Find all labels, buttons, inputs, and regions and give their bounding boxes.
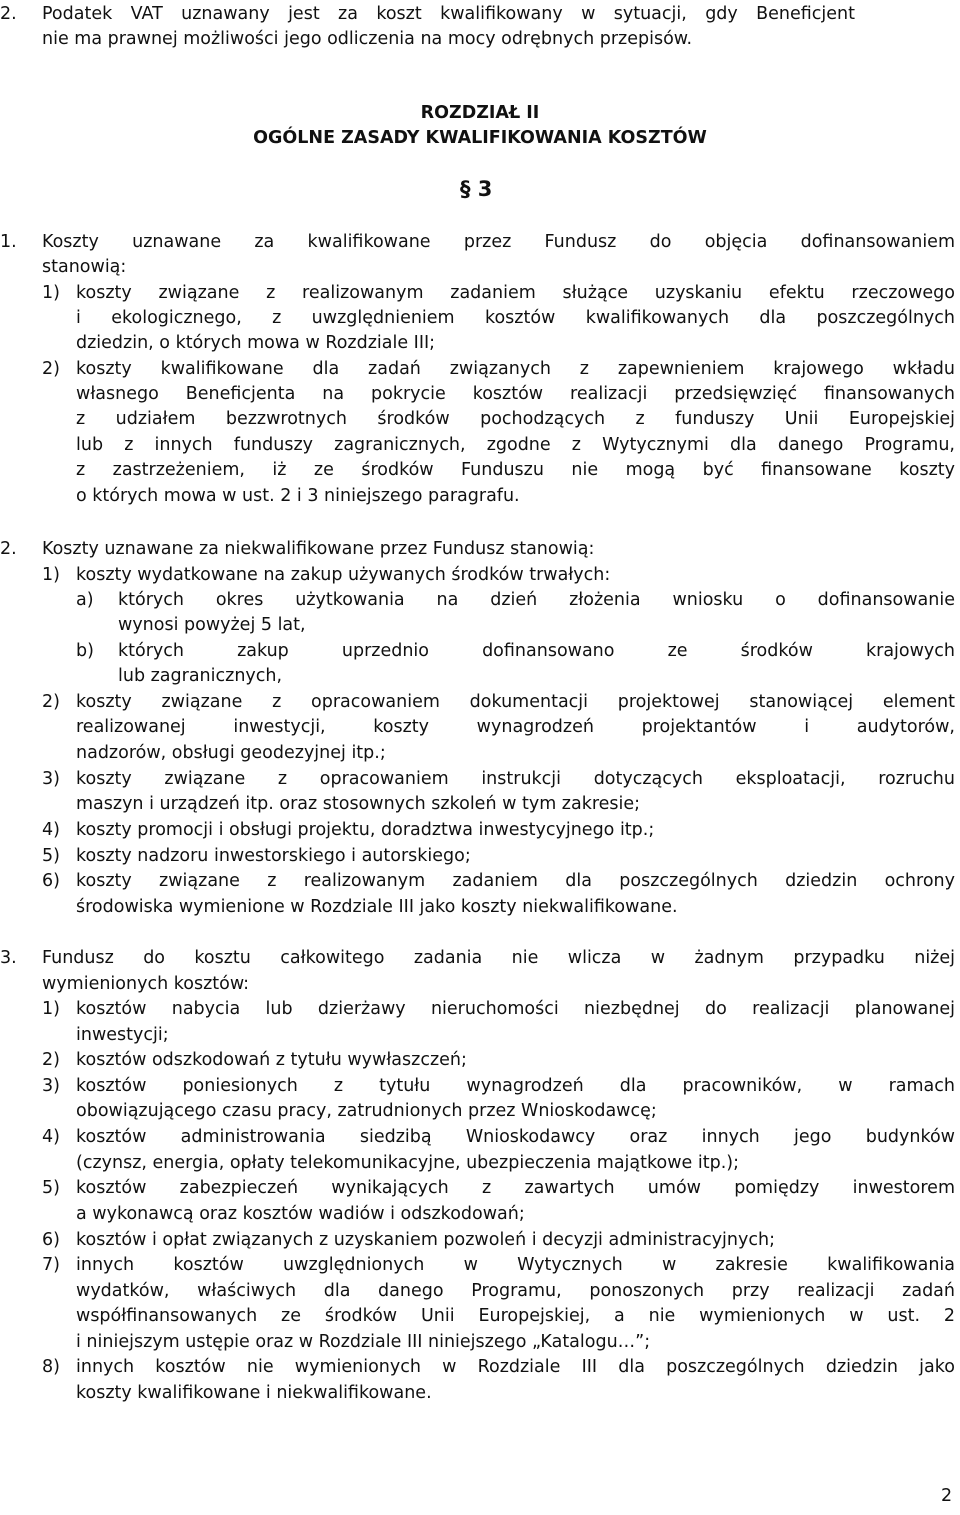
list-item-number: 1) [42, 565, 60, 585]
list-item-number: 7) [42, 1255, 60, 1275]
page-number: 2 [941, 1486, 953, 1506]
chapter-number: ROZDZIAŁ II [420, 103, 540, 123]
section-text-line: Koszty uznawane za niekwalifikowane przez Fundusz stanowią: [42, 539, 595, 559]
sub-item-line: lub zagranicznych, [118, 666, 283, 686]
list-item-number: 4) [42, 820, 60, 840]
sub-item-letter: a) [76, 590, 94, 610]
list-item-line: kosztów administrowania siedzibą Wnioskodawcy oraz innych jego budynków [76, 1127, 955, 1147]
list-item-line: koszty związane z opracowaniem dokumentacji projektowej stanowiącej element [76, 692, 955, 712]
list-item-line: środowiska wymienione w Rozdziale III jako koszty niekwalifikowane. [76, 897, 678, 917]
section-text-line: stanowią: [42, 257, 127, 277]
section-text-line: Fundusz do kosztu całkowitego zadania nie wlicza w żadnym przypadku niżej [42, 948, 955, 968]
list-item-line: maszyn i urządzeń itp. oraz stosownych szkoleń w tym zakresie; [76, 794, 641, 814]
list-item-number: 2) [42, 692, 60, 712]
list-item-line: innych kosztów uwzględnionych w Wytycznych w zakresie kwalifikowania [76, 1255, 955, 1275]
section-number: 1. [0, 232, 17, 252]
list-item-number: 2) [42, 1050, 60, 1070]
list-item-number: 5) [42, 1178, 60, 1198]
list-item-line: koszty wydatkowane na zakup używanych środków trwałych: [76, 565, 611, 585]
list-item-line: dziedzin, o których mowa w Rozdziale III; [76, 333, 436, 353]
list-item-number: 2) [42, 359, 60, 379]
sub-item-line: których okres użytkowania na dzień złożenia wniosku o dofinansowanie [118, 590, 955, 610]
section-text-line: Koszty uznawane za kwalifikowane przez Fundusz do objęcia dofinansowaniem [42, 232, 955, 252]
list-item-number: 1) [42, 999, 60, 1019]
list-item-line: o których mowa w ust. 2 i 3 niniejszego paragrafu. [76, 486, 520, 506]
list-item-number: 1) [42, 283, 60, 303]
section-text-line: wymienionych kosztów: [42, 974, 250, 994]
list-item-line: inwestycji; [76, 1025, 169, 1045]
list-item-number: 4) [42, 1127, 60, 1147]
list-item-line: i niniejszym ustępie oraz w Rozdziale III niniejszego „Katalogu…”; [76, 1332, 651, 1352]
list-item-number: 3) [42, 769, 60, 789]
list-item-line: kosztów odszkodowań z tytułu wywłaszczeń; [76, 1050, 467, 1070]
list-item-line: (czynsz, energia, opłaty telekomunikacyjne, ubezpieczenia majątkowe itp.); [76, 1153, 739, 1173]
list-item-number: 6) [42, 1230, 60, 1250]
list-item-line: współfinansowanych ze środków Unii Europejskiej, a nie wymienionych w ust. 2 [76, 1306, 955, 1326]
list-item-line: nadzorów, obsługi geodezyjnej itp.; [76, 743, 386, 763]
sub-item-letter: b) [76, 641, 94, 661]
list-item-line: obowiązującego czasu pracy, zatrudnionych przez Wnioskodawcę; [76, 1101, 657, 1121]
list-item-number: 3) [42, 1076, 60, 1096]
paragraph-mark: § 3 [460, 177, 493, 201]
list-item-line: wydatków, właściwych dla danego Programu, ponoszonych przy realizacji zadań [76, 1281, 955, 1301]
list-item-line: z udziałem bezzwrotnych środków pochodzących z funduszy Unii Europejskiej [76, 409, 955, 429]
intro-number: 2. [0, 4, 17, 24]
list-item-line: koszty promocji i obsługi projektu, doradztwa inwestycyjnego itp.; [76, 820, 655, 840]
list-item-line: koszty nadzoru inwestorskiego i autorskiego; [76, 846, 471, 866]
sub-item-line: wynosi powyżej 5 lat, [118, 615, 306, 635]
list-item-number: 6) [42, 871, 60, 891]
list-item-line: a wykonawcą oraz kosztów wadiów i odszkodowań; [76, 1204, 525, 1224]
list-item-line: własnego Beneficjenta na pokrycie kosztów realizacji przedsięwzięć finansowanych [76, 384, 955, 404]
sub-item-line: których zakup uprzednio dofinansowano ze środków krajowych [118, 641, 955, 661]
section-number: 3. [0, 948, 17, 968]
list-item-number: 5) [42, 846, 60, 866]
list-item-line: koszty kwalifikowane dla zadań związanych z zapewnieniem krajowego wkładu [76, 359, 955, 379]
chapter-title: OGÓLNE ZASADY KWALIFIKOWANIA KOSZTÓW [253, 128, 707, 148]
intro-text-line: Podatek VAT uznawany jest za koszt kwalifikowany w sytuacji, gdy Beneficjent [42, 4, 855, 24]
list-item-line: kosztów poniesionych z tytułu wynagrodzeń dla pracowników, w ramach [76, 1076, 955, 1096]
intro-text-line: nie ma prawnej możliwości jego odliczenia na mocy odrębnych przepisów. [42, 29, 693, 49]
list-item-line: koszty związane z realizowanym zadaniem dla poszczególnych dziedzin ochrony [76, 871, 955, 891]
list-item-line: innych kosztów nie wymienionych w Rozdziale III dla poszczególnych dziedzin jako [76, 1357, 955, 1377]
list-item-number: 8) [42, 1357, 60, 1377]
list-item-line: kosztów i opłat związanych z uzyskaniem pozwoleń i decyzji administracyjnych; [76, 1230, 775, 1250]
list-item-line: realizowanej inwestycji, koszty wynagrodzeń projektantów i audytorów, [76, 717, 955, 737]
list-item-line: kosztów zabezpieczeń wynikających z zawartych umów pomiędzy inwestorem [76, 1178, 955, 1198]
list-item-line: i ekologicznego, z uwzględnieniem kosztów kwalifikowanych dla poszczególnych [76, 308, 955, 328]
list-item-line: koszty związane z opracowaniem instrukcji dotyczących eksploatacji, rozruchu [76, 769, 955, 789]
list-item-line: kosztów nabycia lub dzierżawy nieruchomości niezbędnej do realizacji planowanej [76, 999, 955, 1019]
list-item-line: koszty związane z realizowanym zadaniem służące uzyskaniu efektu rzeczowego [76, 283, 955, 303]
section-number: 2. [0, 539, 17, 559]
list-item-line: koszty kwalifikowane i niekwalifikowane. [76, 1383, 432, 1403]
list-item-line: lub z innych funduszy zagranicznych, zgodne z Wytycznymi dla danego Programu, [76, 435, 955, 455]
list-item-line: z zastrzeżeniem, iż ze środków Funduszu nie mogą być finansowane koszty [76, 460, 955, 480]
